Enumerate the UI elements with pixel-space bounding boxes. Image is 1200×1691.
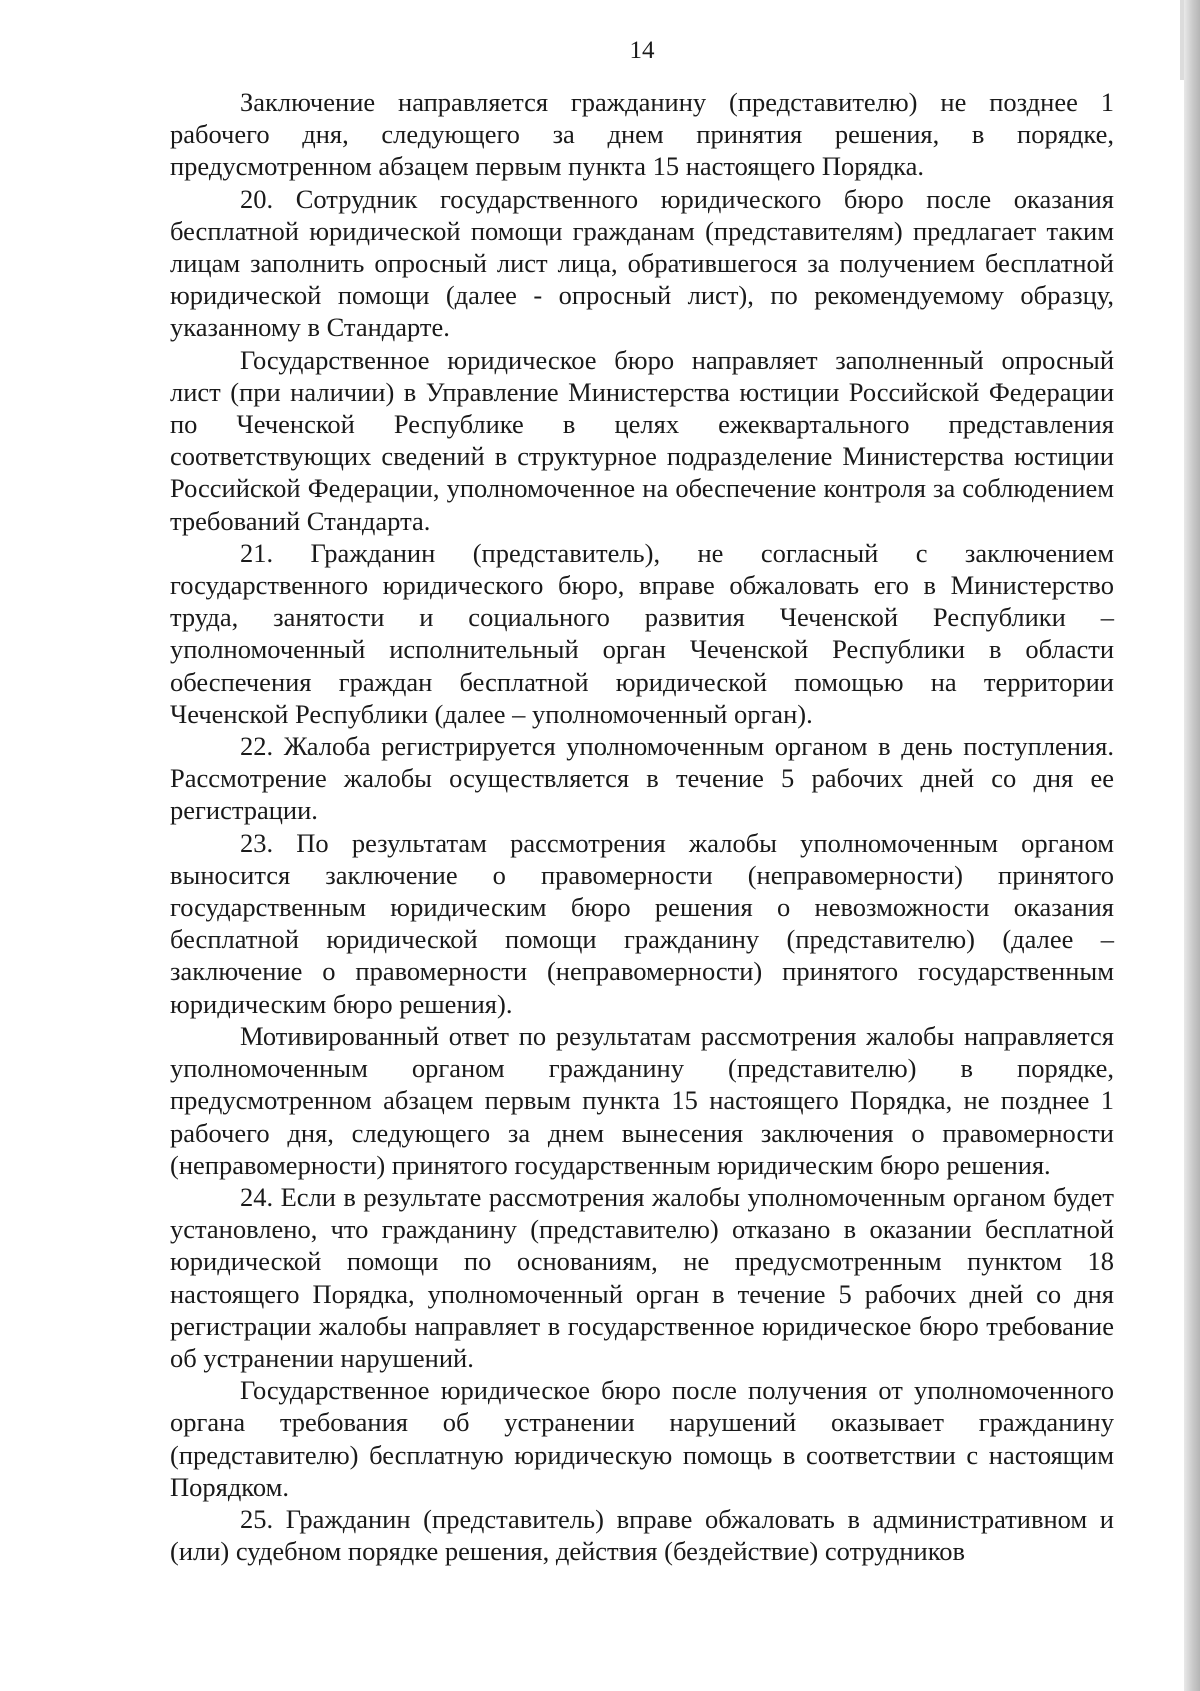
paragraph-questionnaire-forwarding: Государственное юридическое бюро направляет заполненный опросный лист (при наличии) в Управление Министерства юстиции Российской Федерации по Чеченской Республике в целях ежеквартального представления соответствующих сведений в структурное подразделение Министерства юстиции Российской Федерации, уполномоченное на обеспечение контроля за соблюдением требований Стандарта. <box>170 344 1114 536</box>
paragraph-conclusion-sending: Заключение направляется гражданину (представителю) не позднее 1 рабочего дня, следующего за днем принятия решения, в порядке, предусмотренном абзацем первым пункта 15 настоящего Порядка. <box>170 87 1114 182</box>
paragraph-item-21: 21. Гражданин (представитель), не согласный с заключением государственного юридического бюро, вправе обжаловать его в Министерство труда, занятости и социального развития Чеченской Республики – уполномоченный исполнительный орган Чеченской Республики в области обеспечения граждан бесплатной юридической помощью на территории Чеченской Республики (далее – уполномоченный орган). <box>170 537 1114 729</box>
paragraph-item-25: 25. Гражданин (представитель) вправе обжаловать в административном и (или) судебном порядке решения, действия (бездействие) сотрудников <box>170 1503 1114 1567</box>
paragraph-item-20: 20. Сотрудник государственного юридического бюро после оказания бесплатной юридической помощи гражданам (представителям) предлагает таким лицам заполнить опросный лист лица, обратившегося за получением бесплатной юридической помощи (далее - опросный лист), по рекомендуемому образцу, указанному в Стандарте. <box>170 183 1114 343</box>
page-number: 14 <box>629 37 655 64</box>
scan-shadow-corner <box>1180 0 1184 80</box>
paragraph-bureau-remedy: Государственное юридическое бюро после получения от уполномоченного органа требования об устранении нарушений оказывает гражданину (представителю) бесплатную юридическую помощь в соответствии с настоящим Порядком. <box>170 1375 1114 1502</box>
paragraph-item-22: 22. Жалоба регистрируется уполномоченным органом в день поступления. Рассмотрение жалобы осуществляется в течение 5 рабочих дней со дня ее регистрации. <box>170 731 1114 826</box>
paragraph-motivated-answer: Мотивированный ответ по результатам рассмотрения жалобы направляется уполномоченным органом гражданину (представителю) в порядке, предусмотренном абзацем первым пункта 15 настоящего Порядка, не позднее 1 рабочего дня, следующего за днем вынесения заключения о правомерности (неправомерности) принятого государственным юридическим бюро решения. <box>170 1020 1114 1180</box>
document-page <box>170 36 1114 1567</box>
paragraph-item-24: 24. Если в результате рассмотрения жалобы уполномоченным органом будет установлено, что гражданину (представителю) отказано в оказании бесплатной юридической помощи по основаниям, не предусмотренным пунктом 18 настоящего Порядка, уполномоченный орган в течение 5 рабочих дней со дня регистрации жалобы направляет в государственное юридическое бюро требование об устранении нарушений. <box>170 1181 1114 1373</box>
scan-shadow-edge <box>1184 0 1200 1691</box>
paragraph-item-23: 23. По результатам рассмотрения жалобы уполномоченным органом выносится заключение о правомерности (неправомерности) принятого государственным юридическим бюро решения о невозможности оказания бесплатной юридической помощи гражданину (представителю) (далее – заключение о правомерности (неправомерности) принятого государственным юридическим бюро решения). <box>170 827 1114 1019</box>
